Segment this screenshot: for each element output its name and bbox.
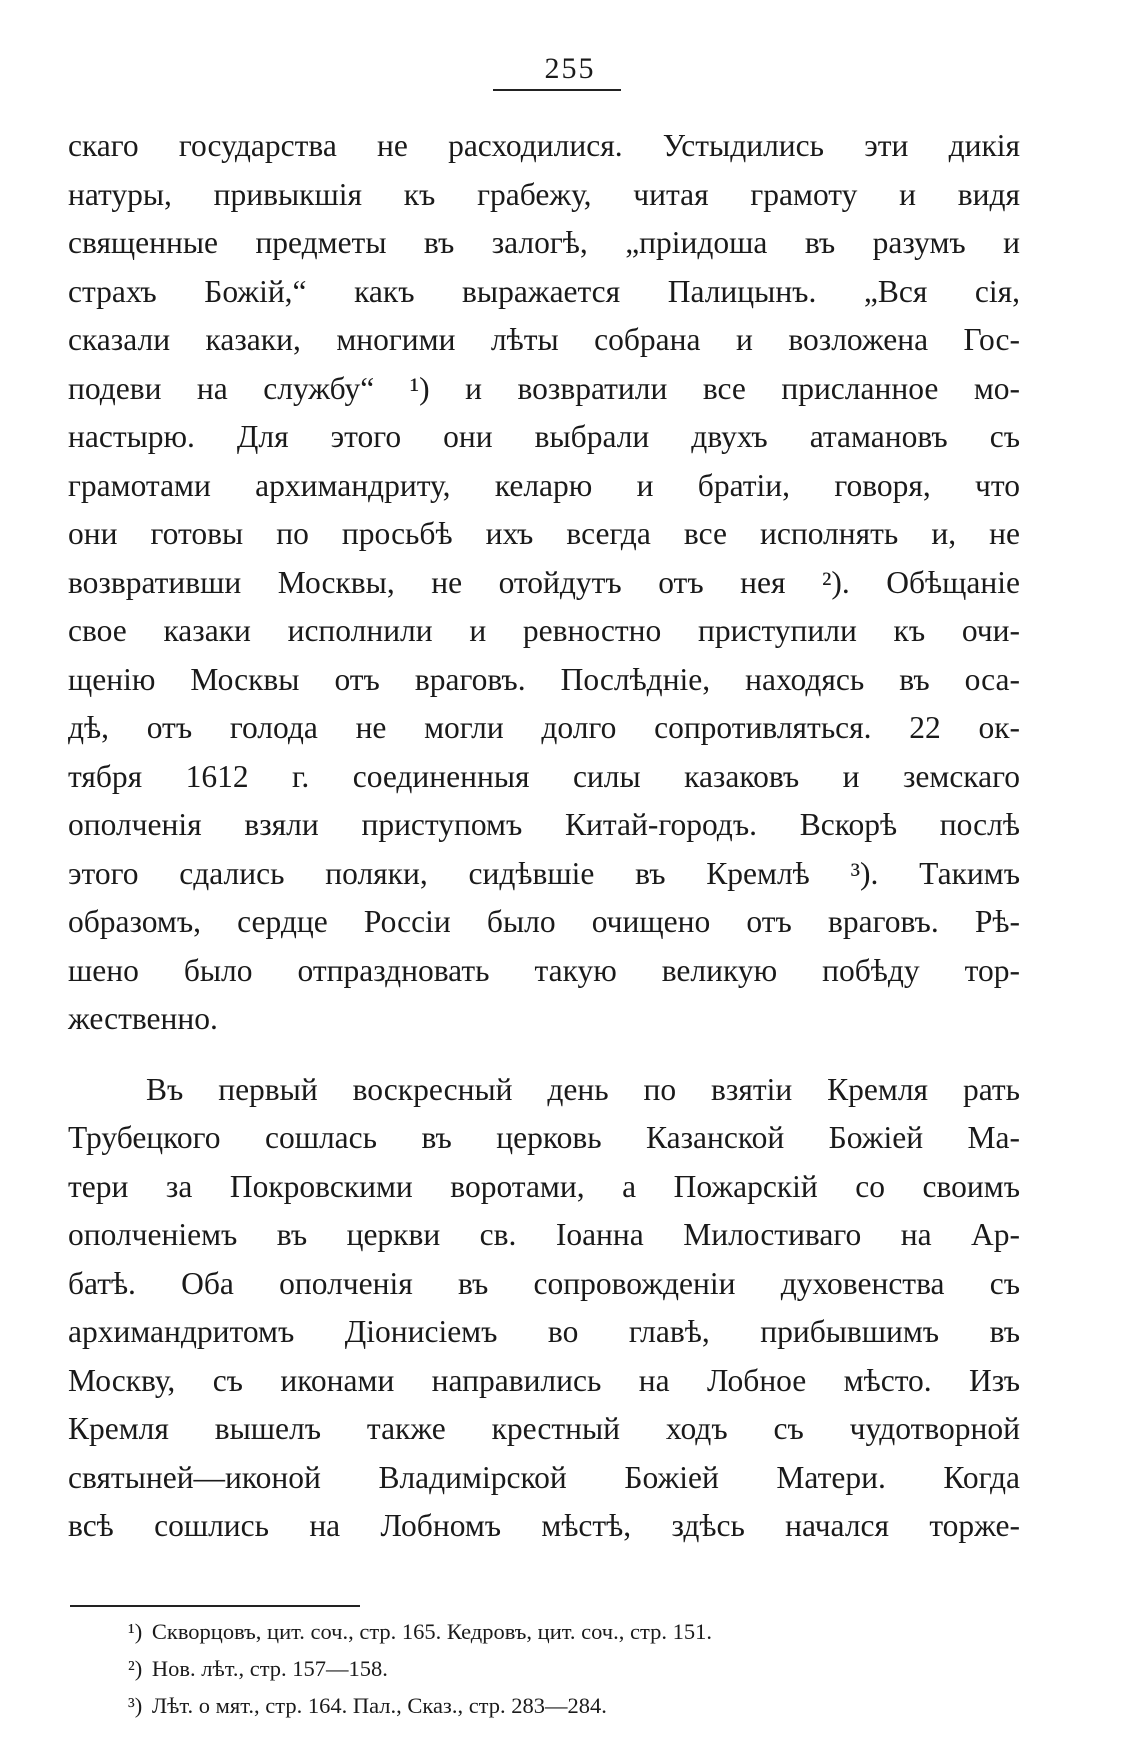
text-line: страхъ Божій,“ какъ выражается Палицынъ. „Вся сія, bbox=[68, 273, 1020, 309]
text-line: образомъ, сердце Россіи было очищено отъ враговъ. Рѣ- bbox=[68, 904, 1020, 939]
text-line: Москву, съ иконами направились на Лобное мѣсто. Изъ bbox=[68, 1362, 1020, 1398]
text-line: Кремля вышелъ также крестный ходъ съ чудотворной bbox=[68, 1411, 1020, 1446]
page-number-rule bbox=[493, 89, 621, 91]
footnote-text: Нов. лѣт., стр. 157—158. bbox=[151, 1656, 388, 1681]
text-line: скаго государства не расходилися. Устыдились эти дикія bbox=[68, 128, 1020, 163]
text-line: свое казаки исполнили и ревностно приступили къ очи- bbox=[68, 613, 1020, 648]
text-line: они готовы по просьбѣ ихъ всегда все исполнять и, не bbox=[68, 516, 1020, 551]
footnote-3 bbox=[128, 1687, 1008, 1724]
footnote-rule bbox=[70, 1605, 360, 1607]
text-line: Трубецкого сошлась въ церковь Казанской Божіей Ма- bbox=[68, 1120, 1020, 1155]
text-line: натуры, привыкшія къ грабежу, читая грамоту и видя bbox=[68, 176, 1020, 212]
text-line: шено было отпраздновать такую великую побѣду тор- bbox=[68, 952, 1020, 988]
paragraph-1 bbox=[68, 122, 1020, 1044]
body-text bbox=[68, 122, 1020, 1551]
text-line: настырю. Для этого они выбрали двухъ атамановъ съ bbox=[68, 419, 1020, 454]
text-line: тери за Покровскими воротами, а Пожарскій со своимъ bbox=[68, 1168, 1020, 1204]
text-line: ополченія взяли приступомъ Китай-городъ. Вскорѣ послѣ bbox=[68, 807, 1020, 842]
text-line: сказали казаки, многими лѣты собрана и возложена Гос- bbox=[68, 322, 1020, 357]
footnote-mark: ¹) bbox=[128, 1619, 143, 1644]
footnote-mark: ²) bbox=[128, 1656, 143, 1681]
text-line: возвративши Москвы, не отойдутъ отъ нея ²). Обѣщаніе bbox=[68, 564, 1020, 600]
text-line: священные предметы въ залогѣ, „пріидоша въ разумъ и bbox=[68, 225, 1020, 260]
footnote-text: Лѣт. о мят., стр. 164. Пал., Сказ., стр. 283—284. bbox=[151, 1693, 607, 1718]
footnote-text: Скворцовъ, цит. соч., стр. 165. Кедровъ, цит. соч., стр. 151. bbox=[151, 1619, 712, 1644]
text-line: святыней—иконой Владимірской Божіей Матери. Когда bbox=[68, 1459, 1020, 1495]
text-line: щенію Москвы отъ враговъ. Послѣдніе, находясь въ оса- bbox=[68, 661, 1020, 697]
text-line: архимандритомъ Діонисіемъ во главѣ, прибывшимъ въ bbox=[68, 1314, 1020, 1349]
text-line: грамотами архимандриту, келарю и братіи, говоря, что bbox=[68, 467, 1020, 503]
footnote-1 bbox=[128, 1613, 1008, 1650]
text-line: подеви на службу“ ¹) и возвратили все присланное мо- bbox=[68, 370, 1020, 406]
paragraph-2 bbox=[68, 1066, 1020, 1551]
text-line: дѣ, отъ голода не могли долго сопротивляться. 22 ок- bbox=[68, 710, 1020, 745]
text-line: тября 1612 г. соединенныя силы казаковъ и земскаго bbox=[68, 758, 1020, 794]
text-line: жественно. bbox=[68, 1001, 218, 1036]
footnotes bbox=[128, 1613, 1008, 1724]
text-line: Въ первый воскресный день по взятіи Кремля рать bbox=[146, 1071, 1020, 1107]
page-number: 255 bbox=[544, 52, 596, 85]
text-line: этого сдались поляки, сидѣвшіе въ Кремлѣ ³). Такимъ bbox=[68, 855, 1020, 891]
text-line: всѣ сошлись на Лобномъ мѣстѣ, здѣсь начался торже- bbox=[68, 1508, 1020, 1543]
text-line: ополченіемъ въ церкви св. Іоанна Милостиваго на Ар- bbox=[68, 1217, 1020, 1252]
footnote-2 bbox=[128, 1650, 1008, 1687]
footnote-mark: ³) bbox=[128, 1693, 143, 1718]
text-line: батѣ. Оба ополченія въ сопровожденіи духовенства съ bbox=[68, 1265, 1020, 1301]
